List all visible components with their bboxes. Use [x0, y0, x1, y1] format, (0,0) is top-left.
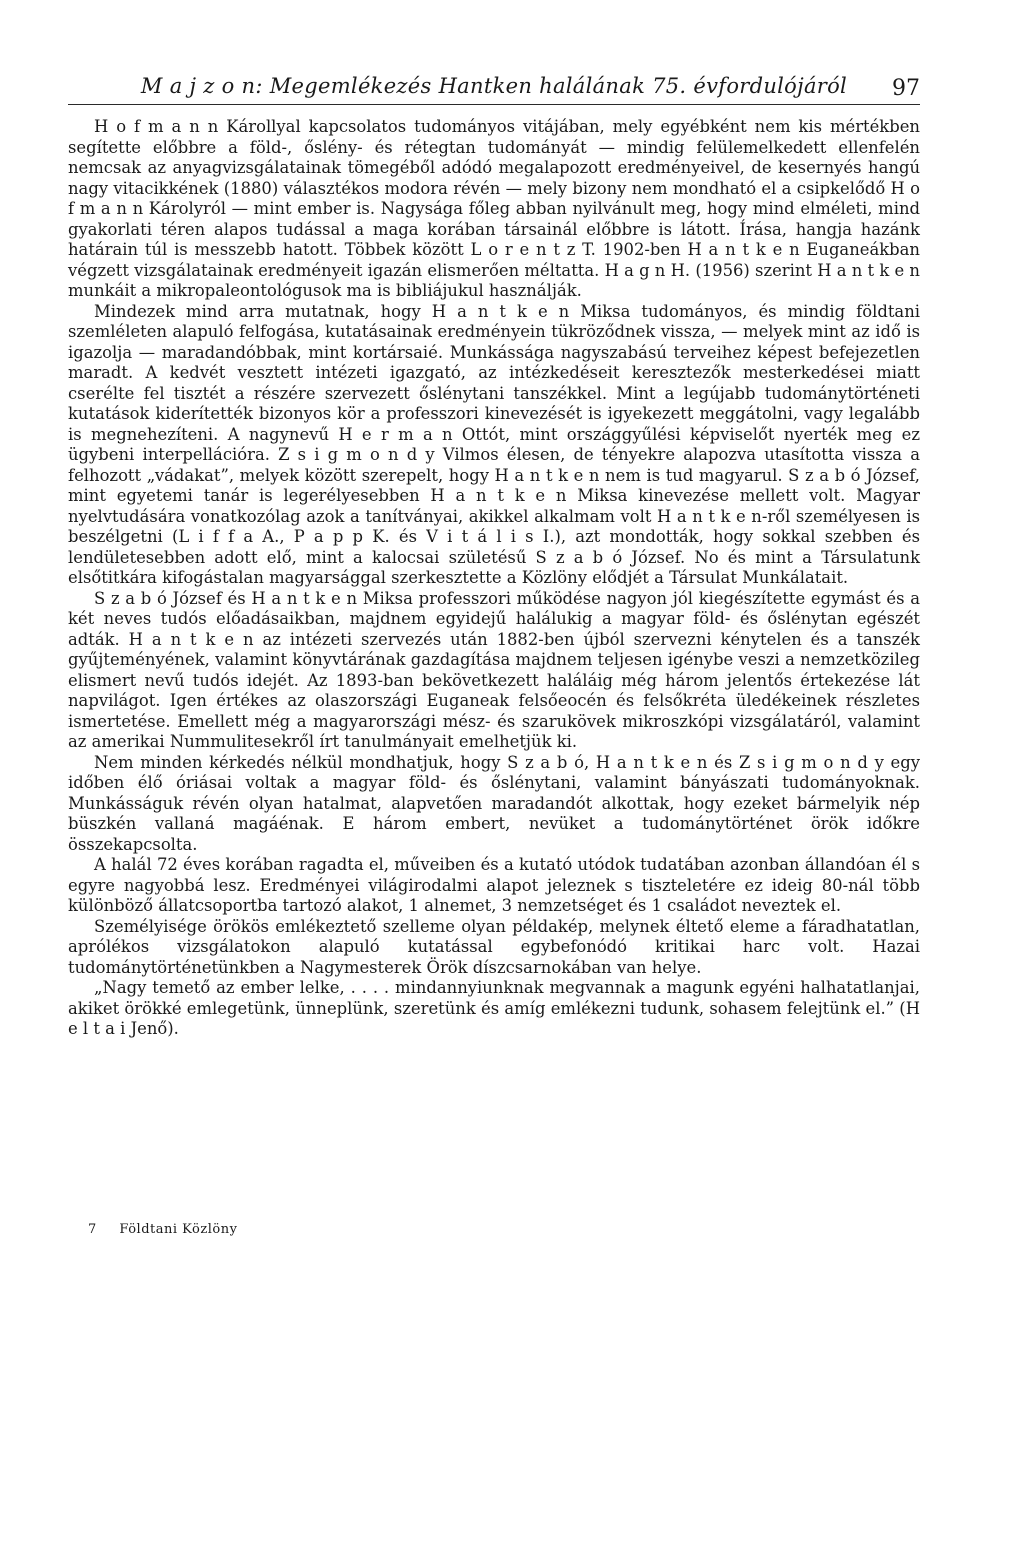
- header-title: M a j z o n: Megemlékezés Hantken halálának 75. évfordulójáról: [140, 74, 848, 98]
- signature-mark: 7: [88, 1222, 97, 1237]
- header-rule: [68, 104, 920, 105]
- paragraph-6: Személyisége örökös emlékeztető szelleme olyan példakép, melynek éltető eleme a fáradhatatlan, aprólékos vizsgálatokon alapuló kutatással egybefonódó kritikai harc volt. Hazai tudománytörténetünkben a Nagymesterek Örök díszcsarnokában van helye.: [68, 916, 920, 977]
- paragraph-1: H o f m a n n Károllyal kapcsolatos tudományos vitájában, mely egyébként nem kis mértékben segítette előbbre a föld-, őslény- és rétegtan tudományát — mindig felülemelkedett ellenfelén nemcsak az anyagvizsgálatainak tömegéből adódó megalapozott eredményeivel, de kesernyés hangú nagy vitacikkének (1880) választékos modora révén — mely bizony nem mondható el a csipkelődő H o f m a n n Károlyról — mint ember is. Nagysága főleg abban nyilvánult meg, hogy mind elméleti, mind gyakorlati téren alapos tudással a maga korában társainál előbbre is látott. Írása, hangja hazánk határain túl is messzebb hatott. Többek között L o r e n t z T. 1902-ben H a n t k e n Euganeákban végzett vizsgálatainak eredményeit igazán elismerően méltatta. H a g n H. (1956) szerint H a n t k e n munkáit a mikropaleontológusok ma is bibliájukul használják.: [68, 117, 920, 300]
- journal-name: Földtani Közlöny: [119, 1222, 238, 1237]
- running-header: [68, 74, 920, 104]
- article-body: [68, 117, 920, 1040]
- paragraph-4: Nem minden kérkedés nélkül mondhatjuk, hogy S z a b ó, H a n t k e n és Z s i g m o n d y egy időben élő óriásai voltak a magyar föld- és őslénytani, valamint bányászati tudományoknak. Munkásságuk révén olyan hatalmat, alapvetően maradandót alkottak, hogy ezeket bármelyik nép büszkén vallaná magáénak. E három embert, nevüket a tudománytörténet örök időkre összekapcsolta.: [68, 752, 920, 854]
- paragraph-7: „Nagy temető az ember lelke, . . . . mindannyiunknak megvannak a magunk egyéni halhatatlanjai, akiket örökké emlegetünk, ünneplünk, szeretünk és amíg emlékezni tudunk, sohasem felejtünk el.” (H e l t a i Jenő).: [68, 978, 920, 1038]
- page-number: 97: [892, 76, 920, 101]
- paragraph-2: Mindezek mind arra mutatnak, hogy H a n t k e n Miksa tudományos, és mindig földtani szemléleten alapuló felfogása, kutatásainak eredményein tükröződnek vissza, — melyek mint az idő is igazolja — maradandóbbak, mint kortársaié. Munkássága nagyszabású terveihez képest befejezetlen maradt. A kedvét vesztett intézeti igazgató, az intézkedéseit keresztezők mesterkedései miatt cserélte fel tisztét a részére szervezett őslénytani tanszékkel. Mint a legújabb tudománytörténeti kutatások kiderítették bizonyos kör a professzori kinevezését is igyekezett meggátolni, vagy legalább is megnehezíteni. A nagynevű H e r m a n Ottót, mint országgyűlési képviselőt nyerték meg ez ügybeni interpellációra. Z s i g m o n d y Vilmos élesen, de tényekre alapozva utasította vissza a felhozott „vádakat”, melyek között szerepelt, hogy H a n t k e n nem is tud magyarul. S z a b ó József, mint egyetemi tanár is legerélyesebben H a n t k e n Miksa kinevezése mellett volt. Magyar nyelvtudására vonatkozólag azok a tanítványai, akikkel alkalmam volt H a n t k e n-ről személyesen is beszélgetni (L i f f a A., P a p p K. és V i t á l i s I.), azt mondották, hogy sokkal szebben és lendületesebben adott elő, mint a kalocsai születésű S z a b ó József. No és mint a Társulatunk elsőtitkára kifogástalan magyarsággal szerkesztette a Közlöny elődjét a Társulat Munkálatait.: [68, 301, 920, 587]
- paragraph-5: A halál 72 éves korában ragadta el, műveiben és a kutató utódok tudatában azonban állandóan él s egyre nagyobbá lesz. Eredményei világirodalmi alapot jeleznek s tiszteletére ez ideig 80-nál több különböző állatcsoportba tartozó alakot, 1 alnemet, 3 nemzetséget és 1 családot neveztek el.: [68, 855, 920, 915]
- paragraph-3: S z a b ó József és H a n t k e n Miksa professzori működése nagyon jól kiegészítette egymást és a két neves tudós előadásaikban, majdnem egyidejű halálukig a magyar föld- és őslénytan egészét adták. H a n t k e n az intézeti szervezés után 1882-ben újból szervezni kénytelen és a tanszék gyűjteményének, valamint könyvtárának gazdagítása majdnem teljesen igénybe veszi a nemzetközileg elismert nevű tudós idejét. Az 1893-ban bekövetkezett haláláig még három jelentős értekezése lát napvilágot. Igen értékes az olaszországi Euganeak felsőeocén és felsőkréta üledékeinek részletes ismertetése. Emellett még a magyarországi mész- és szarukövek mikroszkópi vizsgálatáról, valamint az amerikai Nummulitesekről írt tanulmányait emelhetjük ki.: [68, 588, 920, 751]
- page-footer: [88, 1222, 237, 1237]
